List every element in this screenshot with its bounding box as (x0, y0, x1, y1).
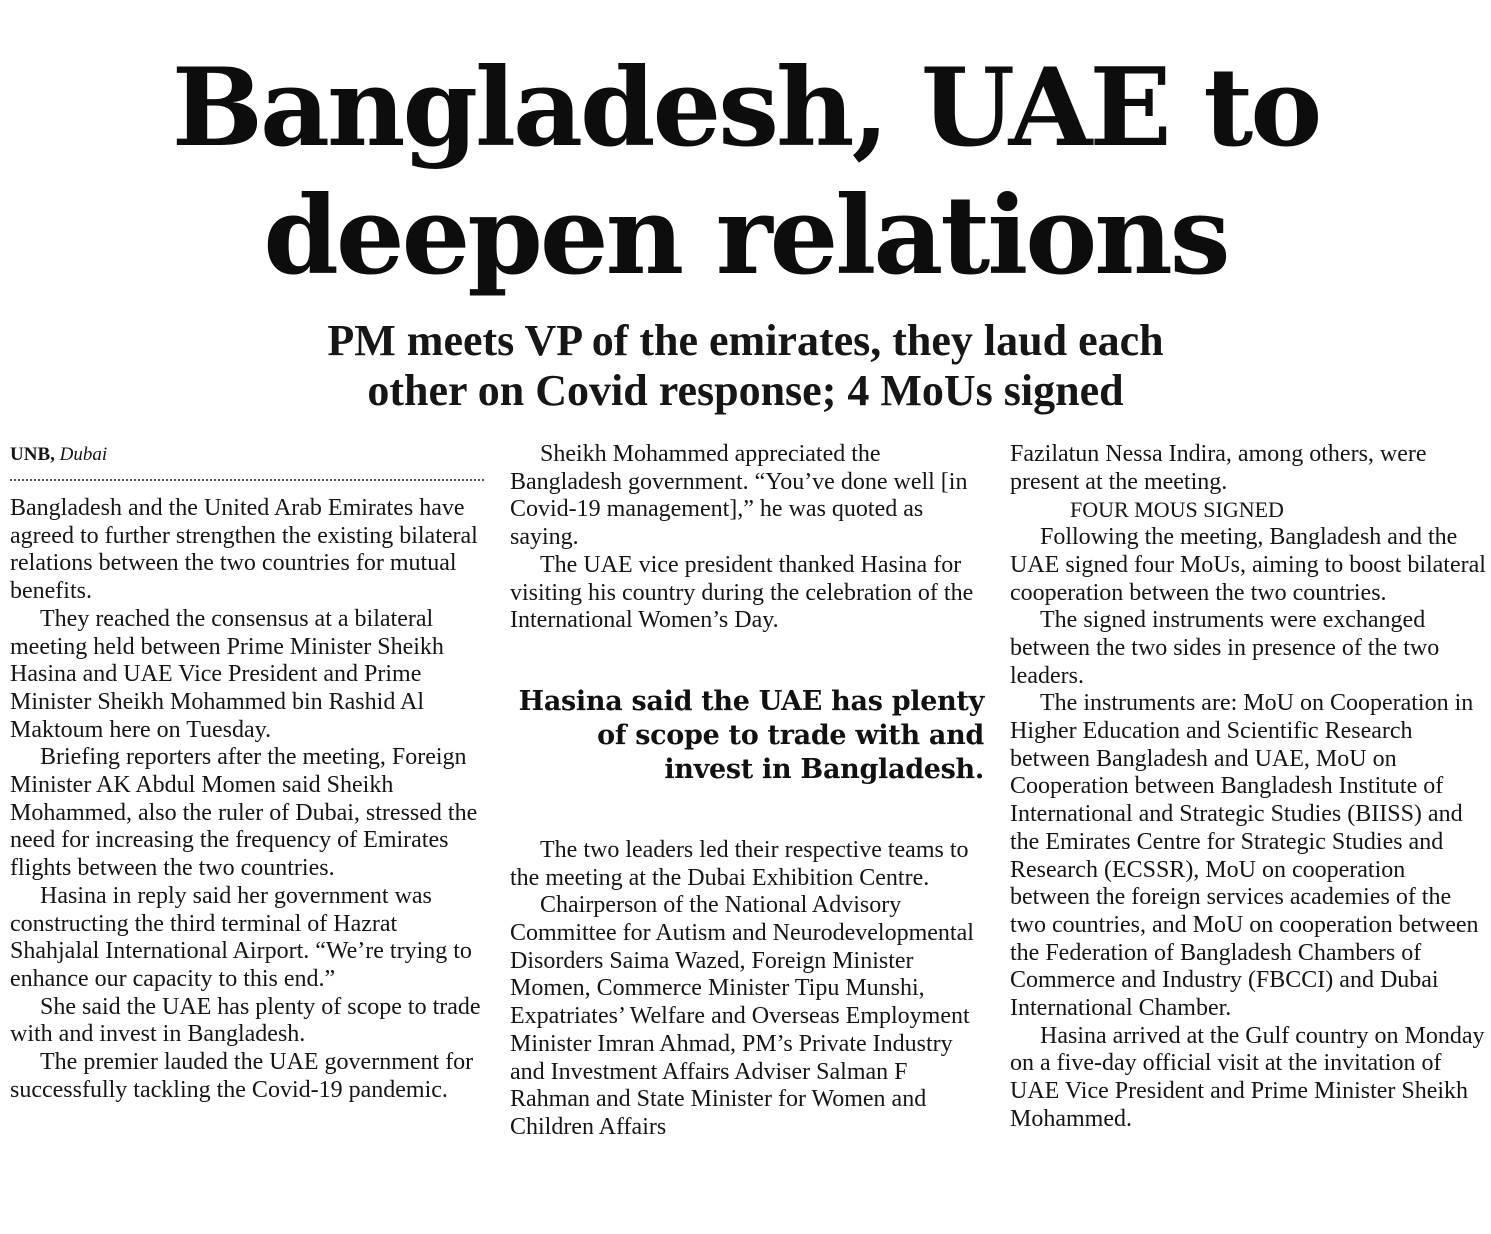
subhead-line-1: PM meets VP of the emirates, they laud each (327, 316, 1164, 365)
paragraph: They reached the consensus at a bilateral meeting held between Prime Minister Sheikh Hasina and UAE Vice President and Prime Minister Sheikh Mohammed bin Rashid Al Maktoum here on Tuesday. (10, 605, 444, 743)
paragraph: Following the meeting, Bangladesh and the UAE signed four MoUs, aiming to boost bilateral cooperation between the two countries. (1010, 524, 1486, 606)
paragraph: The signed instruments were exchanged between the two sides in presence of the two leaders. (1010, 607, 1440, 689)
paragraph: Chairperson of the National Advisory Committee for Autism and Neurodevelopmental Disorders Saima Wazed, Foreign Minister Momen, Commerce Minister Tipu Munshi, Expatriates’ Welfare and Overseas Employment Minister Imran Ahmad, PM’s Private Industry and Investment Affairs Adviser Salman F Rahman and State Minister for Women and Children Affairs (510, 892, 974, 1140)
subhead-line-2: other on Covid response; 4 MoUs signed (367, 366, 1124, 415)
paragraph: Briefing reporters after the meeting, Foreign Minister AK Abdul Momen said Sheikh Mohammed, also the ruler of Dubai, stressed the need for increasing the frequency of Emirates flights between the two countries. (10, 744, 478, 882)
byline-place: Dubai (59, 444, 108, 465)
subheadline (0, 316, 1491, 416)
headline-line-1: Bangladesh, UAE to (171, 45, 1320, 171)
paragraph: The instruments are: MoU on Cooperation in Higher Education and Scientific Research between Bangladesh and UAE, MoU on Cooperation between Bangladesh Institute of International and Strategic Studies (BIISS) and the Emirates Centre for Strategic Studies and Research (ECSSR), MoU on cooperation between the foreign services academies of the two countries, and MoU on cooperation between the Federation of Bangladesh Chambers of Commerce and Industry (FBCCI) and Dubai International Chamber. (1010, 690, 1479, 1022)
article-column-3 (1010, 441, 1486, 1134)
headline (0, 44, 1491, 300)
headline-line-2: deepen relations (263, 173, 1228, 299)
pull-quote: Hasina said the UAE has plenty of scope to trade with and invest in Bangladesh. (518, 685, 984, 785)
byline-agency: UNB, (10, 444, 55, 465)
paragraph: Sheikh Mohammed appreciated the Bangladesh government. “You’ve done well [in Covid-19 management],” he was quoted as saying. (510, 441, 968, 551)
paragraph: She said the UAE has plenty of scope to trade with and invest in Bangladesh. (10, 993, 481, 1048)
paragraph: Hasina arrived at the Gulf country on Monday on a five-day official visit at the invitation of UAE Vice President and Prime Minister Sheikh Mohammed. (1010, 1022, 1485, 1132)
paragraph: Hasina in reply said her government was constructing the third terminal of Hazrat Shahjalal International Airport. “We’re trying to enhance our capacity to this end.” (10, 882, 472, 992)
paragraph: The two leaders led their respective teams to the meeting at the Dubai Exhibition Centre. (510, 836, 969, 891)
article-column-2 (510, 441, 984, 1142)
article-column-1 (10, 441, 484, 1104)
paragraph: The premier lauded the UAE government for successfully tackling the Covid-19 pandemic. (10, 1049, 474, 1103)
paragraph: Fazilatun Nessa Indira, among others, were present at the meeting. (1010, 441, 1427, 495)
subsection-heading: FOUR MOUS SIGNED (1070, 497, 1284, 523)
byline (10, 441, 484, 481)
paragraph: Bangladesh and the United Arab Emirates have agreed to further strengthen the existing bilateral relations between the two countries for mutual benefits. (10, 495, 478, 605)
paragraph: The UAE vice president thanked Hasina for visiting his country during the celebration of the International Women’s Day. (510, 551, 974, 634)
